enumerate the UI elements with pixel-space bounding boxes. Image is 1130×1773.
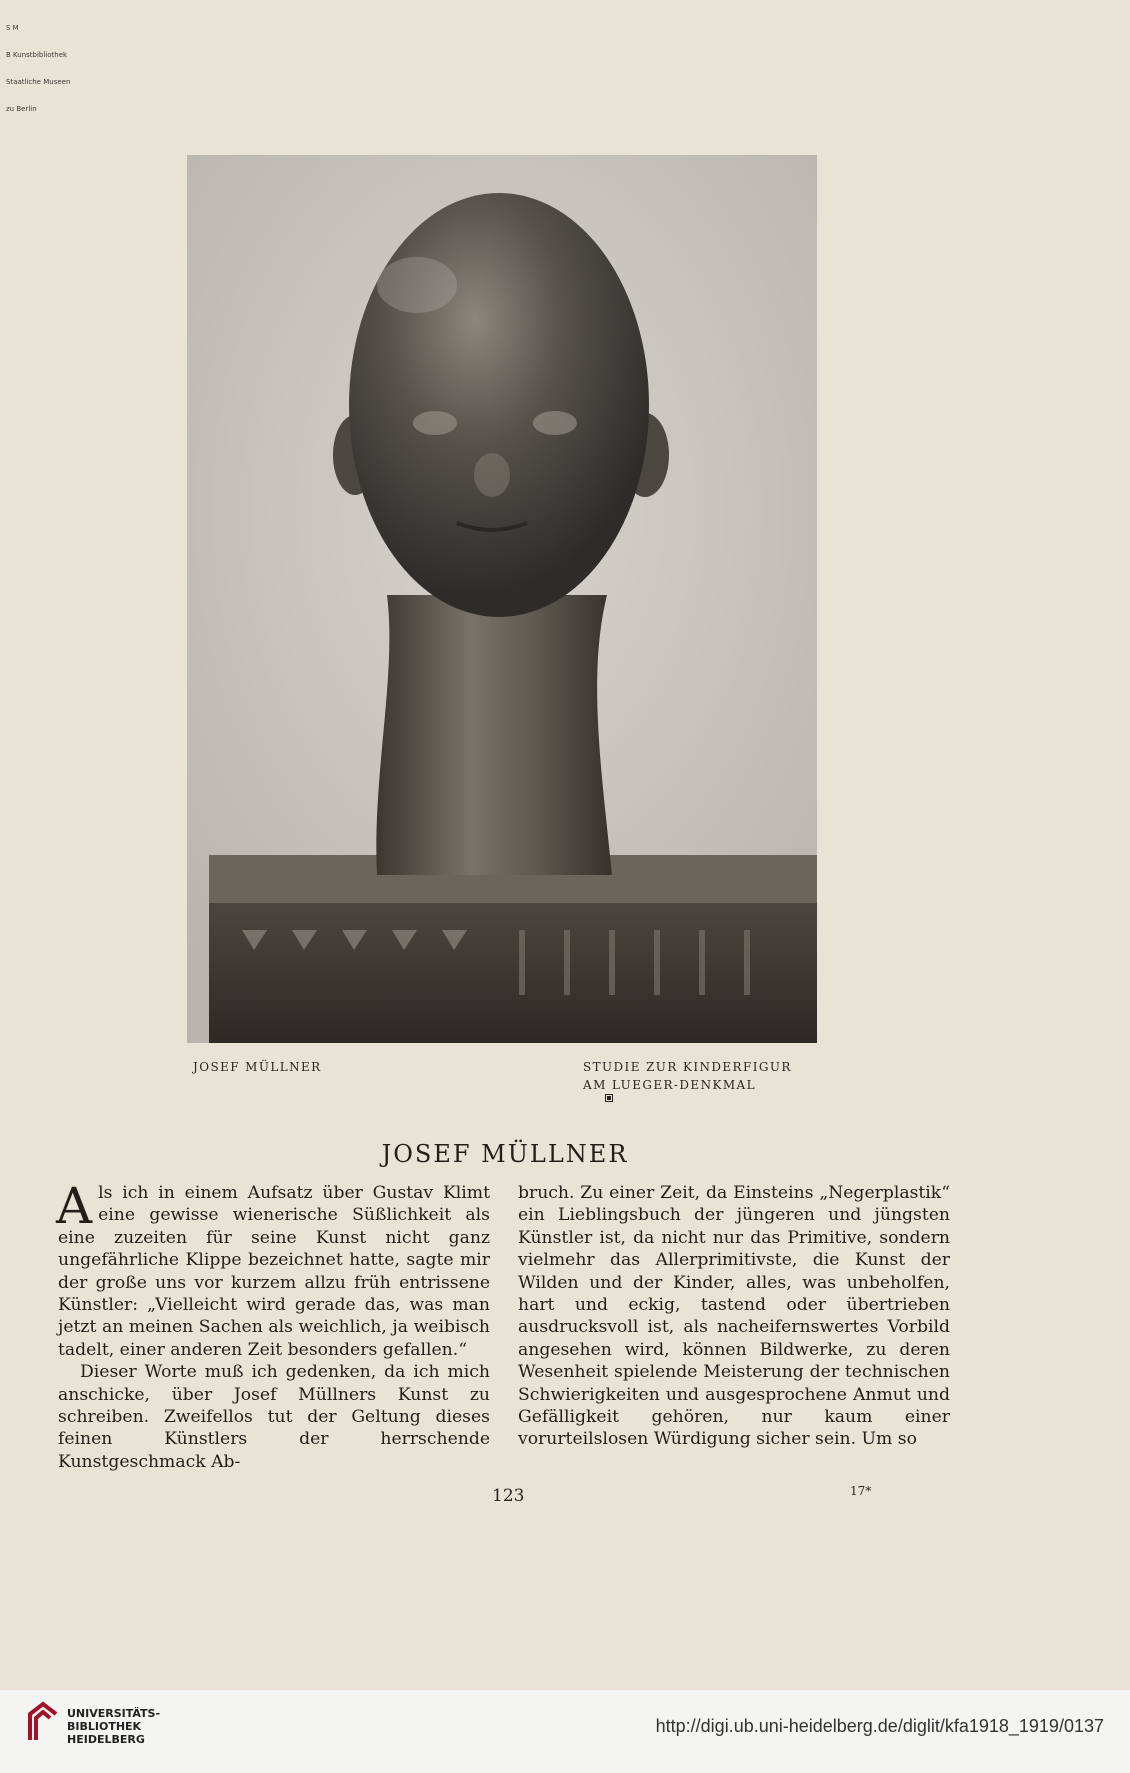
paragraph-2-continued: bruch. Zu einer Zeit, da Einsteins „Negerplastik“ ein Lieblingsbuch der jüngeren und jüngsten Künstler ist, da nicht nur das Primitive, sondern vielmehr das Allerprimitivste, die Kunst der Wilden und der Kinder, alles, was unbeholfen, hart und eckig, tastend oder übertrieben ausdrucksvoll ist, als nacheifernswertes Vorbild angesehen wird, können Bildwerke, zu deren Wesenheit spielende Meisterung der technischen Schwierigkeiten und ausgesprochene Anmut und Gefälligkeit gehören, nur kaum einer vorurteilslosen Würdigung sicher sein. Um so <box>518 1183 950 1450</box>
article-title: JOSEF MÜLLNER <box>381 1140 629 1168</box>
library-line: UNIVERSITÄTS- <box>67 1707 161 1720</box>
library-line: BIBLIOTHEK <box>67 1720 142 1733</box>
source-url: http://digi.ub.uni-heidelberg.de/diglit/kfa1918_1919/0137 <box>655 1716 1104 1736</box>
paragraph-1 <box>56 1177 490 1361</box>
university-logo-icon <box>26 1700 60 1744</box>
signature-mark: 17* <box>850 1484 872 1498</box>
paragraph-1-text: ls ich in einem Aufsatz über Gustav Klimt eine gewisse wienerische Süßlichkeit als eine zuzeiten für seine Kunst nicht ganz ungefährliche Klippe bezeichnet hatte, sagte mir der große uns vor kurzem allzu früh entrissene Künstler: „Vielleicht wird gerade das, was man jetzt an meinen Sachen als weichlich, ja weibisch tadelt, einer anderen Zeit besonders gefallen.“ <box>58 1183 490 1360</box>
drop-cap: A <box>56 1177 93 1235</box>
caption-title-line2 <box>583 1076 823 1102</box>
caption-title-line1: STUDIE ZUR KINDERFIGUR <box>583 1060 792 1074</box>
page-number: 123 <box>492 1486 525 1506</box>
caption-title-line2-text: AM LUEGER-DENKMAL <box>583 1078 756 1092</box>
sculpture-photo-graphic <box>187 155 817 1043</box>
caption-artist: JOSEF MÜLLNER <box>193 1060 322 1074</box>
library-stamp <box>6 6 70 123</box>
library-line: HEIDELBERG <box>67 1733 145 1746</box>
text-column-right <box>518 1182 950 1451</box>
library-name <box>67 1707 160 1746</box>
stamp-line: S M <box>6 24 19 32</box>
stamp-line: zu Berlin <box>6 105 37 113</box>
square-ornament-icon <box>605 1094 613 1102</box>
stamp-line: Staatliche Museen <box>6 78 71 86</box>
sculpture-photo <box>187 155 817 1043</box>
caption-title <box>583 1058 823 1102</box>
paragraph-2: Dieser Worte muß ich gedenken, da ich mich anschicke, über Josef Müllners Kunst zu schreiben. Zweifellos tut der Geltung dieses feinen Künstlers der herrschende Kunstgeschmack Ab- <box>58 1362 490 1472</box>
stamp-line: B Kunstbibliothek <box>6 51 68 59</box>
text-column-left <box>56 1177 490 1473</box>
